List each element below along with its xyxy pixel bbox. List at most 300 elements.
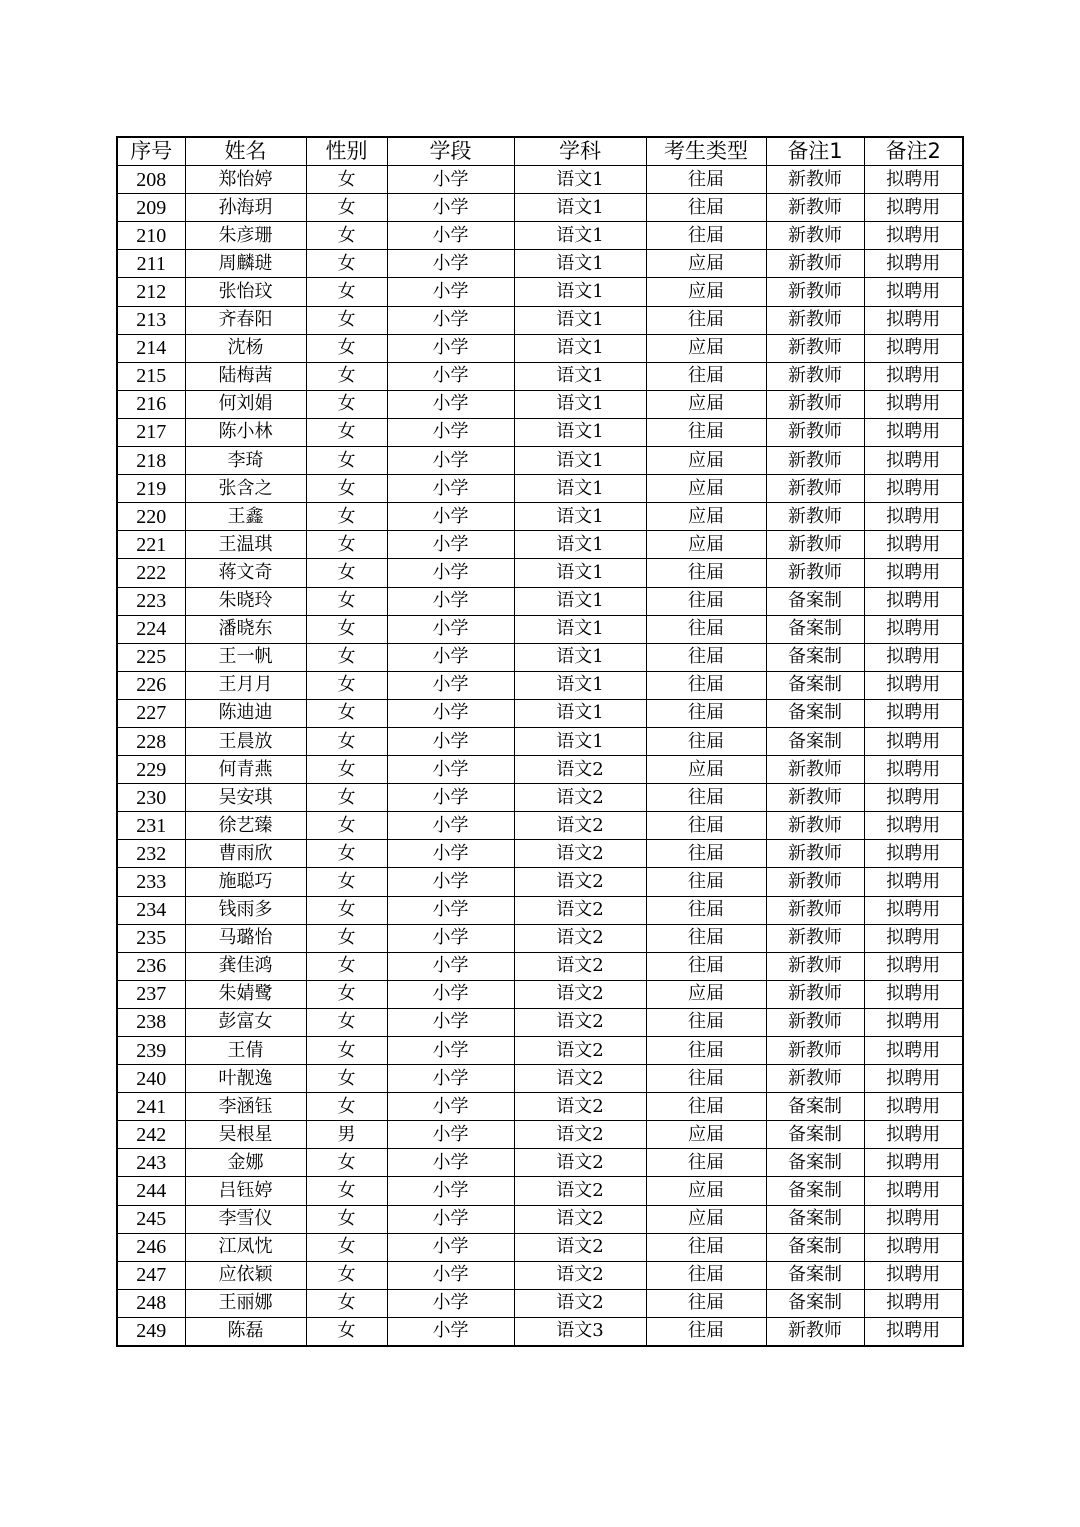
subject-cell: 语文2 [514, 784, 646, 812]
note-1-cell: 新教师 [766, 559, 864, 587]
header-school-level: 学段 [387, 137, 514, 166]
note-2-cell: 拟聘用 [864, 812, 963, 840]
candidate-type-cell: 往届 [646, 1008, 766, 1036]
table-row [117, 784, 963, 812]
note-1-cell: 新教师 [766, 166, 864, 194]
table-row [117, 362, 963, 390]
school-level-cell: 小学 [387, 362, 514, 390]
gender-cell: 女 [306, 643, 387, 671]
note-2-cell: 拟聘用 [864, 306, 963, 334]
school-level-cell: 小学 [387, 1317, 514, 1346]
name-cell: 应依颖 [185, 1261, 306, 1289]
name-cell: 朱婧鹭 [185, 980, 306, 1008]
note-1-cell: 新教师 [766, 784, 864, 812]
serial-number-cell: 211 [117, 250, 185, 278]
gender-cell: 女 [306, 222, 387, 250]
school-level-cell: 小学 [387, 531, 514, 559]
gender-cell: 女 [306, 306, 387, 334]
gender-cell: 女 [306, 334, 387, 362]
serial-number-cell: 238 [117, 1008, 185, 1036]
school-level-cell: 小学 [387, 222, 514, 250]
note-1-cell: 新教师 [766, 924, 864, 952]
subject-cell: 语文2 [514, 1261, 646, 1289]
note-2-cell: 拟聘用 [864, 1205, 963, 1233]
candidate-type-cell: 往届 [646, 222, 766, 250]
note-2-cell: 拟聘用 [864, 840, 963, 868]
subject-cell: 语文2 [514, 868, 646, 896]
gender-cell: 女 [306, 250, 387, 278]
table-row [117, 1065, 963, 1093]
gender-cell: 女 [306, 1317, 387, 1346]
school-level-cell: 小学 [387, 727, 514, 755]
table-row [117, 390, 963, 418]
name-cell: 何刘娟 [185, 390, 306, 418]
serial-number-cell: 236 [117, 952, 185, 980]
note-2-cell: 拟聘用 [864, 587, 963, 615]
subject-cell: 语文1 [514, 278, 646, 306]
note-1-cell: 备案制 [766, 1149, 864, 1177]
gender-cell: 女 [306, 278, 387, 306]
table-row [117, 1289, 963, 1317]
subject-cell: 语文3 [514, 1317, 646, 1346]
candidate-type-cell: 往届 [646, 615, 766, 643]
serial-number-cell: 248 [117, 1289, 185, 1317]
name-cell: 王温琪 [185, 531, 306, 559]
note-2-cell: 拟聘用 [864, 699, 963, 727]
school-level-cell: 小学 [387, 559, 514, 587]
serial-number-cell: 239 [117, 1037, 185, 1065]
note-1-cell: 新教师 [766, 531, 864, 559]
subject-cell: 语文2 [514, 1008, 646, 1036]
candidate-type-cell: 往届 [646, 194, 766, 222]
note-1-cell: 备案制 [766, 1233, 864, 1261]
name-cell: 江凤忱 [185, 1233, 306, 1261]
note-2-cell: 拟聘用 [864, 362, 963, 390]
gender-cell: 女 [306, 194, 387, 222]
serial-number-cell: 219 [117, 475, 185, 503]
note-2-cell: 拟聘用 [864, 615, 963, 643]
gender-cell: 男 [306, 1121, 387, 1149]
candidate-type-cell: 往届 [646, 896, 766, 924]
gender-cell: 女 [306, 868, 387, 896]
serial-number-cell: 234 [117, 896, 185, 924]
serial-number-cell: 218 [117, 447, 185, 475]
subject-cell: 语文1 [514, 447, 646, 475]
name-cell: 钱雨多 [185, 896, 306, 924]
note-2-cell: 拟聘用 [864, 952, 963, 980]
table-row [117, 924, 963, 952]
table-row [117, 559, 963, 587]
name-cell: 朱彦珊 [185, 222, 306, 250]
table-row [117, 418, 963, 446]
serial-number-cell: 216 [117, 390, 185, 418]
candidate-type-cell: 往届 [646, 362, 766, 390]
name-cell: 叶靓逸 [185, 1065, 306, 1093]
school-level-cell: 小学 [387, 980, 514, 1008]
name-cell: 王倩 [185, 1037, 306, 1065]
table-row [117, 531, 963, 559]
gender-cell: 女 [306, 447, 387, 475]
table-row [117, 840, 963, 868]
subject-cell: 语文2 [514, 812, 646, 840]
candidate-type-cell: 往届 [646, 1065, 766, 1093]
school-level-cell: 小学 [387, 1008, 514, 1036]
serial-number-cell: 242 [117, 1121, 185, 1149]
school-level-cell: 小学 [387, 334, 514, 362]
note-1-cell: 备案制 [766, 1289, 864, 1317]
serial-number-cell: 224 [117, 615, 185, 643]
note-1-cell: 新教师 [766, 194, 864, 222]
note-1-cell: 新教师 [766, 1037, 864, 1065]
note-1-cell: 备案制 [766, 671, 864, 699]
school-level-cell: 小学 [387, 952, 514, 980]
name-cell: 张含之 [185, 475, 306, 503]
note-2-cell: 拟聘用 [864, 1261, 963, 1289]
name-cell: 潘晓东 [185, 615, 306, 643]
table-row [117, 447, 963, 475]
serial-number-cell: 227 [117, 699, 185, 727]
table-row [117, 1205, 963, 1233]
note-1-cell: 新教师 [766, 952, 864, 980]
subject-cell: 语文1 [514, 503, 646, 531]
gender-cell: 女 [306, 980, 387, 1008]
gender-cell: 女 [306, 727, 387, 755]
subject-cell: 语文2 [514, 1233, 646, 1261]
note-1-cell: 备案制 [766, 699, 864, 727]
table-row [117, 1093, 963, 1121]
candidate-type-cell: 往届 [646, 1093, 766, 1121]
candidate-type-cell: 往届 [646, 1289, 766, 1317]
candidate-type-cell: 往届 [646, 840, 766, 868]
note-2-cell: 拟聘用 [864, 1093, 963, 1121]
gender-cell: 女 [306, 1008, 387, 1036]
school-level-cell: 小学 [387, 699, 514, 727]
note-1-cell: 备案制 [766, 643, 864, 671]
note-1-cell: 备案制 [766, 1261, 864, 1289]
school-level-cell: 小学 [387, 503, 514, 531]
name-cell: 蒋文奇 [185, 559, 306, 587]
candidate-type-cell: 应届 [646, 334, 766, 362]
note-1-cell: 新教师 [766, 840, 864, 868]
name-cell: 李琦 [185, 447, 306, 475]
candidate-type-cell: 往届 [646, 1261, 766, 1289]
table-row [117, 756, 963, 784]
note-2-cell: 拟聘用 [864, 278, 963, 306]
school-level-cell: 小学 [387, 1177, 514, 1205]
note-2-cell: 拟聘用 [864, 503, 963, 531]
candidate-type-cell: 往届 [646, 587, 766, 615]
subject-cell: 语文1 [514, 615, 646, 643]
school-level-cell: 小学 [387, 1233, 514, 1261]
serial-number-cell: 240 [117, 1065, 185, 1093]
school-level-cell: 小学 [387, 840, 514, 868]
note-2-cell: 拟聘用 [864, 475, 963, 503]
name-cell: 吴安琪 [185, 784, 306, 812]
table-row [117, 812, 963, 840]
school-level-cell: 小学 [387, 1037, 514, 1065]
candidate-type-cell: 往届 [646, 784, 766, 812]
serial-number-cell: 235 [117, 924, 185, 952]
candidate-type-cell: 应届 [646, 250, 766, 278]
subject-cell: 语文1 [514, 418, 646, 446]
name-cell: 朱晓玲 [185, 587, 306, 615]
candidate-type-cell: 往届 [646, 952, 766, 980]
subject-cell: 语文1 [514, 250, 646, 278]
subject-cell: 语文1 [514, 727, 646, 755]
subject-cell: 语文2 [514, 980, 646, 1008]
gender-cell: 女 [306, 1233, 387, 1261]
name-cell: 曹雨欣 [185, 840, 306, 868]
serial-number-cell: 245 [117, 1205, 185, 1233]
note-2-cell: 拟聘用 [864, 559, 963, 587]
serial-number-cell: 244 [117, 1177, 185, 1205]
table-header-row [117, 137, 963, 166]
school-level-cell: 小学 [387, 868, 514, 896]
gender-cell: 女 [306, 1205, 387, 1233]
note-1-cell: 新教师 [766, 334, 864, 362]
note-2-cell: 拟聘用 [864, 1008, 963, 1036]
header-subject: 学科 [514, 137, 646, 166]
candidate-type-cell: 往届 [646, 166, 766, 194]
gender-cell: 女 [306, 1289, 387, 1317]
gender-cell: 女 [306, 1093, 387, 1121]
gender-cell: 女 [306, 475, 387, 503]
table-row [117, 868, 963, 896]
candidate-type-cell: 往届 [646, 559, 766, 587]
name-cell: 张怡玟 [185, 278, 306, 306]
subject-cell: 语文2 [514, 1177, 646, 1205]
subject-cell: 语文2 [514, 1093, 646, 1121]
table-row [117, 1261, 963, 1289]
note-2-cell: 拟聘用 [864, 334, 963, 362]
subject-cell: 语文1 [514, 222, 646, 250]
note-2-cell: 拟聘用 [864, 671, 963, 699]
note-1-cell: 备案制 [766, 727, 864, 755]
gender-cell: 女 [306, 699, 387, 727]
school-level-cell: 小学 [387, 250, 514, 278]
serial-number-cell: 231 [117, 812, 185, 840]
subject-cell: 语文1 [514, 671, 646, 699]
table-row [117, 222, 963, 250]
serial-number-cell: 226 [117, 671, 185, 699]
table-row [117, 1037, 963, 1065]
gender-cell: 女 [306, 671, 387, 699]
note-2-cell: 拟聘用 [864, 194, 963, 222]
table-row [117, 334, 963, 362]
candidate-type-cell: 往届 [646, 1037, 766, 1065]
note-2-cell: 拟聘用 [864, 1121, 963, 1149]
serial-number-cell: 213 [117, 306, 185, 334]
candidate-type-cell: 应届 [646, 447, 766, 475]
note-1-cell: 新教师 [766, 418, 864, 446]
candidate-type-cell: 往届 [646, 1149, 766, 1177]
gender-cell: 女 [306, 166, 387, 194]
note-2-cell: 拟聘用 [864, 250, 963, 278]
candidate-type-cell: 往届 [646, 699, 766, 727]
candidate-type-cell: 应届 [646, 390, 766, 418]
name-cell: 马璐怡 [185, 924, 306, 952]
name-cell: 吕钰婷 [185, 1177, 306, 1205]
table-row [117, 250, 963, 278]
gender-cell: 女 [306, 531, 387, 559]
table-row [117, 1121, 963, 1149]
table-row [117, 166, 963, 194]
subject-cell: 语文2 [514, 952, 646, 980]
note-1-cell: 备案制 [766, 1093, 864, 1121]
serial-number-cell: 209 [117, 194, 185, 222]
serial-number-cell: 246 [117, 1233, 185, 1261]
note-2-cell: 拟聘用 [864, 166, 963, 194]
table-row [117, 699, 963, 727]
school-level-cell: 小学 [387, 194, 514, 222]
note-1-cell: 备案制 [766, 1121, 864, 1149]
school-level-cell: 小学 [387, 390, 514, 418]
candidate-type-cell: 应届 [646, 278, 766, 306]
school-level-cell: 小学 [387, 1121, 514, 1149]
candidate-type-cell: 应届 [646, 756, 766, 784]
note-2-cell: 拟聘用 [864, 1317, 963, 1346]
table-row [117, 1177, 963, 1205]
note-2-cell: 拟聘用 [864, 980, 963, 1008]
subject-cell: 语文2 [514, 756, 646, 784]
note-1-cell: 新教师 [766, 1065, 864, 1093]
serial-number-cell: 243 [117, 1149, 185, 1177]
header-gender: 性别 [306, 137, 387, 166]
note-1-cell: 备案制 [766, 1205, 864, 1233]
serial-number-cell: 225 [117, 643, 185, 671]
note-2-cell: 拟聘用 [864, 1037, 963, 1065]
gender-cell: 女 [306, 924, 387, 952]
table-row [117, 194, 963, 222]
subject-cell: 语文2 [514, 1121, 646, 1149]
school-level-cell: 小学 [387, 1065, 514, 1093]
serial-number-cell: 212 [117, 278, 185, 306]
name-cell: 沈杨 [185, 334, 306, 362]
table-row [117, 896, 963, 924]
subject-cell: 语文2 [514, 924, 646, 952]
serial-number-cell: 221 [117, 531, 185, 559]
name-cell: 王一帆 [185, 643, 306, 671]
note-1-cell: 备案制 [766, 587, 864, 615]
table-row [117, 587, 963, 615]
serial-number-cell: 217 [117, 418, 185, 446]
gender-cell: 女 [306, 896, 387, 924]
note-1-cell: 新教师 [766, 390, 864, 418]
school-level-cell: 小学 [387, 896, 514, 924]
name-cell: 吴根星 [185, 1121, 306, 1149]
candidate-type-cell: 往届 [646, 727, 766, 755]
gender-cell: 女 [306, 756, 387, 784]
subject-cell: 语文1 [514, 699, 646, 727]
subject-cell: 语文1 [514, 531, 646, 559]
gender-cell: 女 [306, 1065, 387, 1093]
school-level-cell: 小学 [387, 166, 514, 194]
school-level-cell: 小学 [387, 784, 514, 812]
gender-cell: 女 [306, 559, 387, 587]
note-2-cell: 拟聘用 [864, 1289, 963, 1317]
gender-cell: 女 [306, 390, 387, 418]
subject-cell: 语文1 [514, 306, 646, 334]
gender-cell: 女 [306, 362, 387, 390]
school-level-cell: 小学 [387, 812, 514, 840]
note-1-cell: 新教师 [766, 447, 864, 475]
serial-number-cell: 232 [117, 840, 185, 868]
note-1-cell: 新教师 [766, 222, 864, 250]
note-2-cell: 拟聘用 [864, 418, 963, 446]
subject-cell: 语文2 [514, 1065, 646, 1093]
table-row [117, 475, 963, 503]
subject-cell: 语文1 [514, 362, 646, 390]
table-row [117, 278, 963, 306]
school-level-cell: 小学 [387, 587, 514, 615]
subject-cell: 语文1 [514, 643, 646, 671]
note-1-cell: 备案制 [766, 1177, 864, 1205]
candidate-type-cell: 应届 [646, 980, 766, 1008]
header-candidate-type: 考生类型 [646, 137, 766, 166]
serial-number-cell: 229 [117, 756, 185, 784]
candidate-type-cell: 应届 [646, 475, 766, 503]
name-cell: 王丽娜 [185, 1289, 306, 1317]
gender-cell: 女 [306, 503, 387, 531]
note-1-cell: 备案制 [766, 615, 864, 643]
gender-cell: 女 [306, 952, 387, 980]
serial-number-cell: 223 [117, 587, 185, 615]
name-cell: 陈小林 [185, 418, 306, 446]
candidate-type-cell: 应届 [646, 503, 766, 531]
candidate-type-cell: 应届 [646, 1121, 766, 1149]
note-2-cell: 拟聘用 [864, 924, 963, 952]
gender-cell: 女 [306, 418, 387, 446]
school-level-cell: 小学 [387, 1093, 514, 1121]
note-1-cell: 新教师 [766, 250, 864, 278]
table-row [117, 1233, 963, 1261]
name-cell: 王鑫 [185, 503, 306, 531]
note-2-cell: 拟聘用 [864, 1177, 963, 1205]
candidate-type-cell: 应届 [646, 531, 766, 559]
school-level-cell: 小学 [387, 924, 514, 952]
serial-number-cell: 228 [117, 727, 185, 755]
note-2-cell: 拟聘用 [864, 868, 963, 896]
school-level-cell: 小学 [387, 615, 514, 643]
note-1-cell: 新教师 [766, 812, 864, 840]
candidate-type-cell: 往届 [646, 418, 766, 446]
candidate-type-cell: 往届 [646, 868, 766, 896]
note-1-cell: 新教师 [766, 278, 864, 306]
school-level-cell: 小学 [387, 1205, 514, 1233]
school-level-cell: 小学 [387, 447, 514, 475]
table-row [117, 503, 963, 531]
table-row [117, 727, 963, 755]
candidate-type-cell: 往届 [646, 1233, 766, 1261]
school-level-cell: 小学 [387, 756, 514, 784]
school-level-cell: 小学 [387, 671, 514, 699]
serial-number-cell: 208 [117, 166, 185, 194]
candidate-type-cell: 往届 [646, 1317, 766, 1346]
candidate-type-cell: 应届 [646, 1177, 766, 1205]
school-level-cell: 小学 [387, 1289, 514, 1317]
note-2-cell: 拟聘用 [864, 390, 963, 418]
table-row [117, 980, 963, 1008]
note-2-cell: 拟聘用 [864, 756, 963, 784]
school-level-cell: 小学 [387, 1261, 514, 1289]
school-level-cell: 小学 [387, 475, 514, 503]
note-1-cell: 新教师 [766, 475, 864, 503]
name-cell: 陈磊 [185, 1317, 306, 1346]
name-cell: 周麟琎 [185, 250, 306, 278]
name-cell: 陆梅茜 [185, 362, 306, 390]
serial-number-cell: 215 [117, 362, 185, 390]
name-cell: 郑怡婷 [185, 166, 306, 194]
